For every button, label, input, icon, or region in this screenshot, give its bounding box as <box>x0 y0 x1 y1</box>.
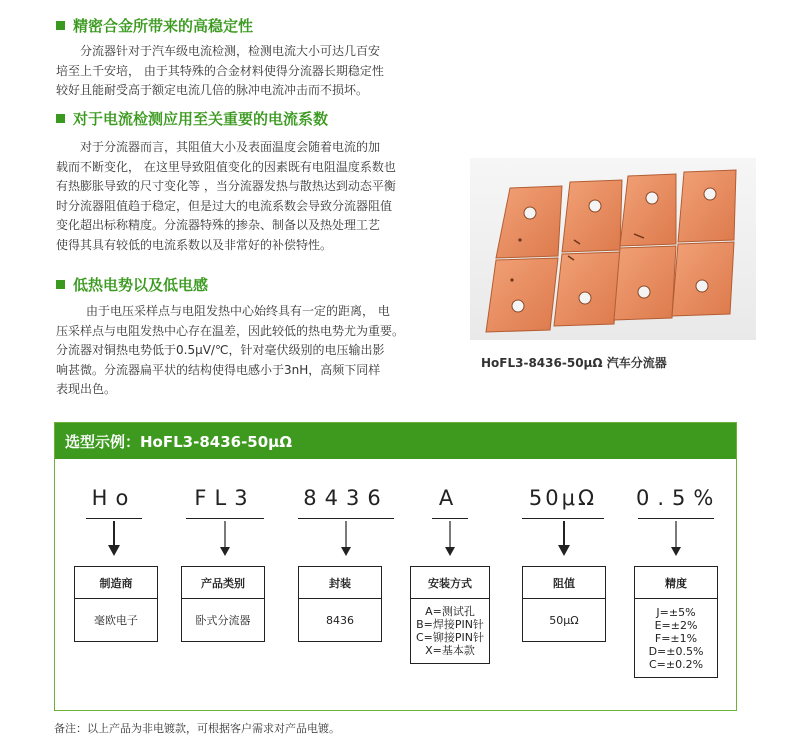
underline-category <box>186 518 264 519</box>
down-arrow-icon <box>558 521 570 557</box>
shunt-4 <box>672 170 736 316</box>
footer-note: 备注：以上产品为非电镀款，可根据客户需求对产品电镀。 <box>54 722 340 735</box>
code-tolerance: 0.5% <box>636 486 722 510</box>
underline-resistance <box>522 518 604 519</box>
product-photo <box>470 158 756 340</box>
card-resistance: 阻值 50μΩ <box>522 566 606 642</box>
shunt-3 <box>614 174 676 320</box>
underline-manufacturer <box>86 518 142 519</box>
shunt-2 <box>554 180 622 326</box>
card-manufacturer: 制造商 毫欧电子 <box>74 566 158 642</box>
underline-package <box>298 518 394 519</box>
down-arrow-icon <box>670 521 682 557</box>
underline-mounting <box>432 518 468 519</box>
shunt-1 <box>486 186 562 332</box>
code-category: FL3 <box>194 486 256 510</box>
down-arrow-icon <box>340 521 352 557</box>
bullet-square-icon <box>56 114 65 123</box>
code-mounting: A <box>438 486 462 510</box>
paragraph-thermal-emf: 由于电压采样点与电阻发热中心始终具有一定的距离， 电 压采样点与电阻发热中心存在温差，因此较低的热电势尤为重要。 分流器对铜热电势低于0.5μV/℃，针对毫伏级别的电压输出影 响甚微。分流器扁平状的结构使得电感小于3nH，高频下同样 表现出色。 <box>56 304 405 396</box>
code-package: 8436 <box>303 486 389 510</box>
section-title-current-coefficient: 对于电流检测应用至关重要的电流系数 <box>56 108 328 129</box>
section-title-stability: 精密合金所带来的高稳定性 <box>56 15 253 36</box>
code-manufacturer: Ho <box>91 486 137 510</box>
paragraph-current-coefficient: 对于分流器而言，其阻值大小及表面温度会随着电流的加 载而不断变化， 在这里导致阻值变化的因素既有电阻温度系数也 有热膨胀导致的尺寸变化等 ，当分流器发热与散热达到动态平衡 时分流器阻值趋于稳定，但是过大的电流系数会导致分流器阻值 变化超出标称精度。分流器特殊的掺杂、制备以及热处理工艺 使得其具有较低的电流系数以及非常好的补偿特性。 <box>56 140 396 252</box>
photo-caption: HoFL3-8436-50μΩ 汽车分流器 <box>481 356 667 370</box>
section-title-thermal-emf: 低热电势以及低电感 <box>56 274 208 295</box>
card-package: 封装 8436 <box>298 566 382 642</box>
underline-tolerance <box>638 518 714 519</box>
shunt-illustration <box>470 158 756 340</box>
card-mounting: 安装方式 A=测试孔 B=焊接PIN针 C=铆接PIN针 X=基本款 <box>410 566 490 664</box>
down-arrow-icon <box>219 521 231 557</box>
selection-header: 选型示例：HoFL3-8436-50μΩ <box>55 423 736 459</box>
paragraph-stability: 分流器针对于汽车级电流检测，检测电流大小可达几百安 培至上千安培， 由于其特殊的合金材料使得分流器长期稳定性 较好且能耐受高于额定电流几倍的脉冲电流冲击而不损坏。 <box>56 44 384 97</box>
card-category: 产品类别 卧式分流器 <box>181 566 265 642</box>
bullet-square-icon <box>56 280 65 289</box>
card-tolerance: 精度 J=±5% E=±2% F=±1% D=±0.5% C=±0.2% <box>634 566 718 678</box>
down-arrow-icon <box>108 521 120 557</box>
bullet-square-icon <box>56 21 65 30</box>
code-resistance: 50μΩ <box>528 486 598 510</box>
down-arrow-icon <box>444 521 456 557</box>
